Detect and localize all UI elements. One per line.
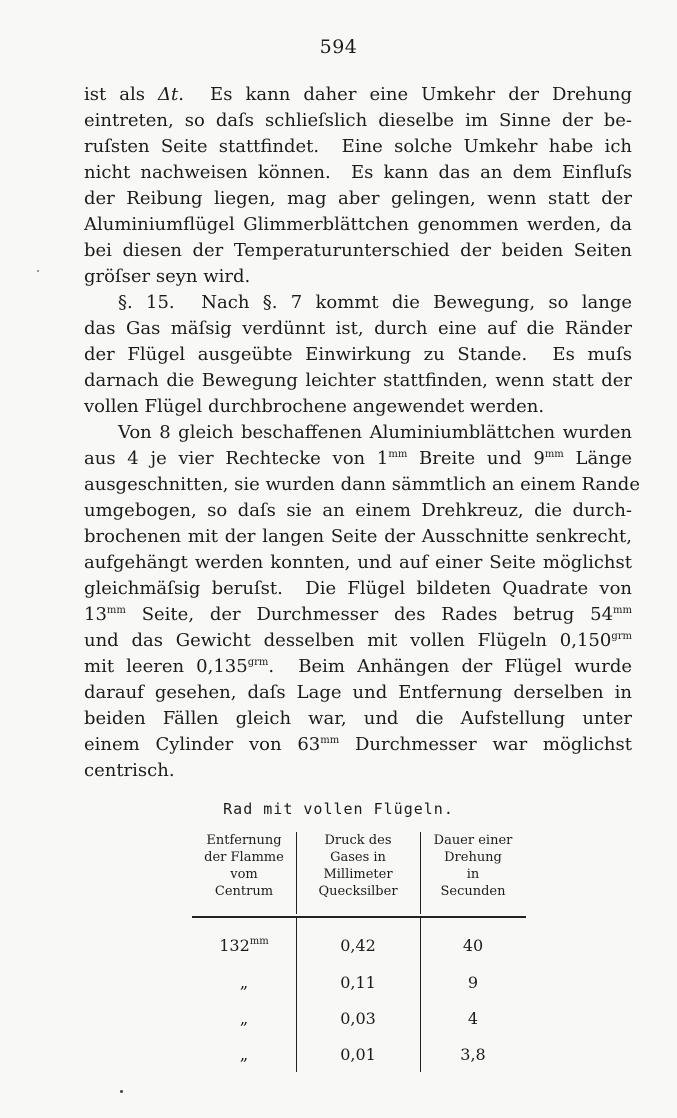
- table-cell-duration: 9: [467, 973, 479, 992]
- text-line: und das Gewicht desselben mit vollen Flügeln $0,150^{grm}$: [84, 630, 632, 651]
- text-line: brochenen mit der langen Seite der Ausschnitte senkrecht,: [84, 526, 632, 547]
- text-line: nicht nachweisen können. Es kann das an dem Einfluſs: [84, 162, 632, 183]
- column-divider: [420, 832, 421, 914]
- text-line: $13^{mm}$ Seite, der Durchmesser des Rades betrug $54^{mm}$: [84, 604, 632, 625]
- text-line: ruſsten Seite stattfindet. Eine solche Umkehr habe ich: [84, 136, 632, 157]
- table-cell-pressure: 0,01: [340, 1045, 376, 1064]
- text-line: bei diesen der Temperaturunterschied der beiden Seiten: [84, 240, 632, 261]
- table-cell-pressure: 0,11: [340, 973, 376, 992]
- table-cell-distance: „: [239, 1009, 249, 1028]
- text-line: centrisch.: [84, 760, 175, 781]
- text-line: gröſser seyn wird.: [84, 266, 251, 287]
- text-line: vollen Flügel durchbrochene angewendet werden.: [84, 396, 545, 417]
- text-line: das Gas mäſsig verdünnt ist, durch eine auf die Ränder: [84, 318, 632, 339]
- text-line: mit leeren $0,135^{grm}$. Beim Anhängen der Flügel wurde: [84, 656, 632, 677]
- text-line: umgebogen, so daſs sie an einem Drehkreuz, die durch-: [84, 500, 632, 521]
- text-line: darauf gesehen, daſs Lage und Entfernung derselben in: [84, 682, 632, 703]
- header-rule: [192, 916, 526, 918]
- text-line: Von 8 gleich beschaffenen Aluminiumblättchen wurden: [118, 422, 632, 443]
- text-line: ausgeschnitten, sie wurden dann sämmtlich an einem Rande: [84, 474, 640, 495]
- column-header-pressure: Druck des Gases in Millimeter Quecksilber: [318, 833, 398, 899]
- text-line: aufgehängt werden konnten, und auf einer Seite möglichst: [84, 552, 632, 573]
- table-cell-distance: $132^{mm}$: [219, 936, 269, 955]
- speck: [120, 1090, 123, 1093]
- text-line: aus 4 je vier Rechtecke von $1^{mm}$ Breite und $9^{mm}$ Länge: [84, 448, 632, 469]
- column-header-duration: Dauer einer Drehung in Secunden: [433, 833, 513, 899]
- column-divider: [296, 832, 297, 914]
- data-table: [192, 832, 526, 1072]
- table-cell-duration: 4: [467, 1009, 479, 1028]
- table-cell-pressure: 0,03: [340, 1009, 376, 1028]
- text-line: Aluminiumflügel Glimmerblättchen genommen werden, da: [84, 214, 632, 235]
- text-line: der Flügel ausgeübte Einwirkung zu Stande. Es muſs: [84, 344, 632, 365]
- table-cell-distance: „: [239, 973, 249, 992]
- text-line: ist als Δt. Es kann daher eine Umkehr der Drehung: [84, 84, 632, 105]
- speck: [37, 270, 39, 272]
- text-line: der Reibung liegen, mag aber gelingen, wenn statt der: [84, 188, 632, 209]
- table-cell-pressure: 0,42: [340, 936, 376, 955]
- text-line: einem Cylinder von $63^{mm}$ Durchmesser war möglichst: [84, 734, 632, 755]
- body-text: [84, 82, 640, 784]
- page-number: 594: [319, 36, 358, 58]
- text-line: beiden Fällen gleich war, und die Aufstellung unter: [84, 708, 632, 729]
- table-cell-duration: 3,8: [460, 1045, 486, 1064]
- text-line: §. 15. Nach §. 7 kommt die Bewegung, so lange: [118, 292, 632, 313]
- text-line: gleichmäſsig beruſst. Die Flügel bildeten Quadrate von: [84, 578, 632, 599]
- table-cell-duration: 40: [462, 936, 484, 955]
- column-header-distance: Entfernung der Flamme vom Centrum: [204, 833, 284, 899]
- text-line: eintreten, so daſs schlieſslich dieselbe im Sinne der be-: [84, 110, 632, 131]
- table-caption: Rad mit vollen Flügeln.: [223, 800, 454, 818]
- table-cell-distance: „: [239, 1045, 249, 1064]
- text-line: darnach die Bewegung leichter stattfinden, wenn statt der: [84, 370, 632, 391]
